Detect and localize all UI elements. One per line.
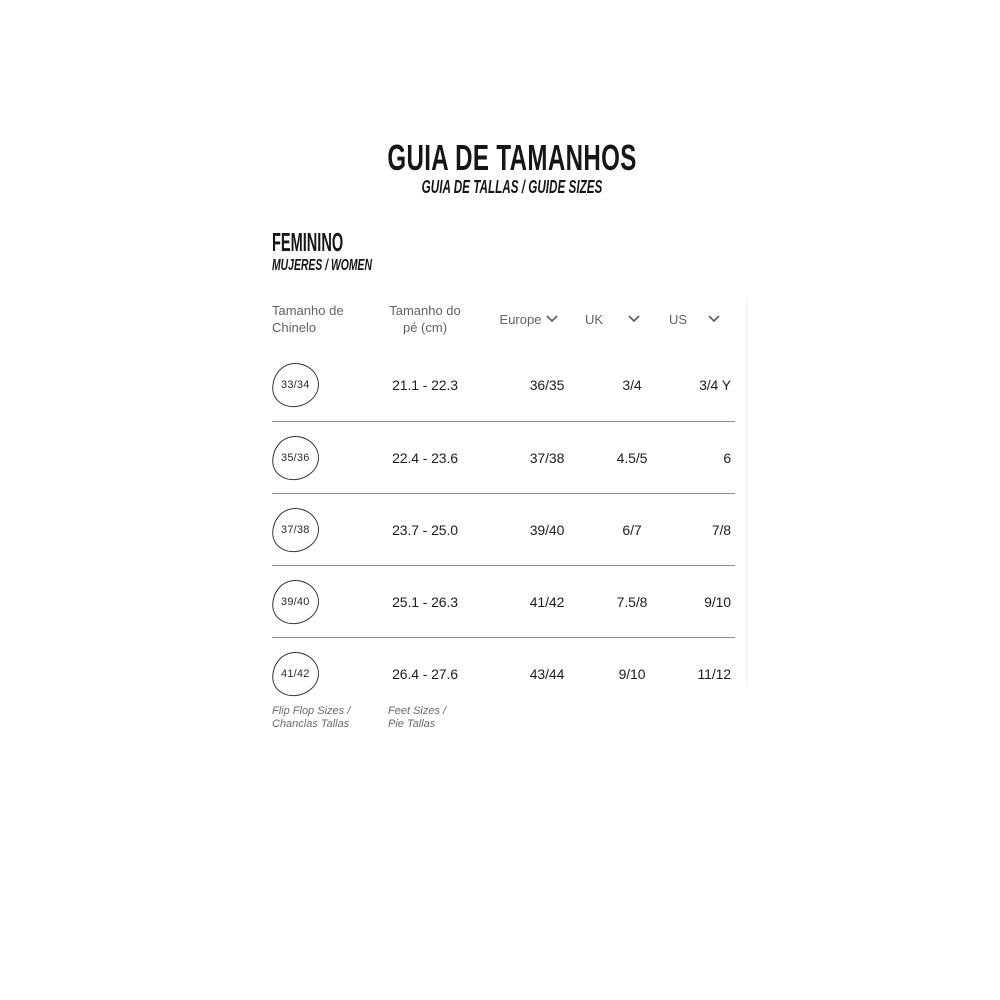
column-header-us[interactable] (669, 311, 735, 328)
section-title: FEMININO (272, 227, 344, 257)
europe-size-cell: 37/38 (529, 449, 565, 466)
flip-flop-size-cell (272, 436, 355, 480)
foot-size-cell: 25.1 - 26.3 (392, 593, 458, 610)
us-size-cell: 3/4 Y (699, 377, 731, 393)
table-header-row (272, 295, 735, 349)
chevron-down-icon (628, 315, 640, 323)
size-table (272, 295, 735, 709)
uk-size-cell: 3/4 (622, 377, 642, 393)
uk-size-cell: 4.5/5 (616, 449, 648, 466)
column-header-foot-size (355, 302, 495, 336)
table-row (272, 565, 735, 637)
section-block (272, 228, 426, 275)
flip-flop-size-value: 41/42 (281, 667, 310, 680)
foot-size-cell: 23.7 - 25.0 (392, 521, 458, 538)
flip-flop-size-circle (271, 434, 321, 481)
uk-size-cell: 9/10 (618, 665, 646, 682)
us-size-cell: 11/12 (697, 665, 731, 682)
us-size-cell: 7/8 (711, 521, 731, 538)
title-block (24, 139, 1000, 197)
foot-size-cell: 26.4 - 27.6 (392, 665, 458, 682)
flip-flop-size-cell (272, 580, 355, 624)
flip-flop-size-circle (271, 578, 321, 625)
table-row (272, 493, 735, 565)
column-header-label: Tamanho de (272, 303, 344, 318)
table-right-edge-divider (746, 297, 747, 687)
flip-flop-size-cell (272, 652, 355, 696)
europe-size-cell: 39/40 (529, 521, 565, 538)
uk-size-cell: 6/7 (622, 521, 642, 538)
foot-size-cell: 22.4 - 23.6 (392, 449, 458, 466)
column-header-europe[interactable] (495, 311, 585, 328)
flip-flop-size-cell (272, 363, 355, 407)
column-header-label: Chinelo (272, 320, 317, 335)
flip-flop-size-value: 35/36 (281, 451, 310, 464)
footnotes (272, 705, 504, 730)
europe-size-cell: 41/42 (529, 593, 565, 610)
flip-flop-size-value: 39/40 (281, 595, 310, 608)
chevron-down-icon (546, 315, 558, 323)
table-row (272, 421, 735, 493)
column-header-label: UK (585, 311, 604, 327)
table-row (272, 349, 735, 421)
column-header-label: Tamanho do (389, 303, 461, 318)
column-header-label: Europe (499, 311, 542, 327)
foot-size-cell: 21.1 - 22.3 (392, 377, 458, 393)
flip-flop-size-circle (271, 650, 321, 697)
us-size-cell: 9/10 (704, 593, 731, 610)
page-subtitle: GUIA DE TALLAS / GUIDE SIZES (421, 177, 603, 197)
flip-flop-size-cell (272, 508, 355, 552)
flip-flop-size-value: 37/38 (281, 523, 310, 536)
column-header-flip-flop-size (272, 302, 355, 336)
flip-flop-size-value: 33/34 (281, 379, 310, 391)
europe-size-cell: 36/35 (529, 377, 565, 393)
footnote-flip-flop-sizes: Flip Flop Sizes / Chanclas Tallas (272, 705, 351, 730)
column-header-uk[interactable] (585, 311, 669, 328)
flip-flop-size-circle (271, 506, 321, 553)
us-size-cell: 6 (723, 449, 731, 466)
flip-flop-size-circle (271, 361, 321, 408)
section-subtitle: MUJERES / WOMEN (272, 257, 372, 274)
uk-size-cell: 7.5/8 (616, 593, 648, 610)
footnote-feet-sizes: Feet Sizes / Pie Tallas (388, 705, 447, 730)
page-title: GUIA DE TAMANHOS (387, 137, 637, 178)
table-row (272, 637, 735, 709)
chevron-down-icon (708, 315, 720, 323)
europe-size-cell: 43/44 (529, 665, 565, 682)
column-header-label: pé (cm) (402, 320, 448, 335)
column-header-label: US (669, 311, 688, 327)
